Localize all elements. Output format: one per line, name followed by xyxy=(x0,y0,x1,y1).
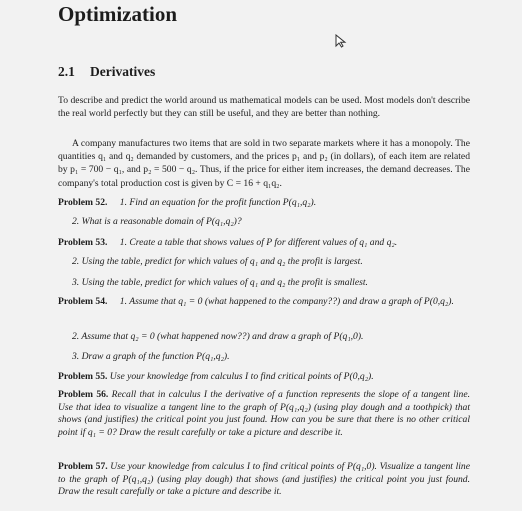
problem-item: 1. Create a table that shows values of P for different values of q₁ and q₂. xyxy=(119,237,398,248)
problem-text: Use your knowledge from calculus I to find critical points of P(q₁,0). Visualize a tangent line to the graph of P(q₁,q₂) (using play dough) that shows (and justifies) the critical point you just found. Draw the result carefully or take a picture and describe it. xyxy=(58,461,470,498)
problem-item: 1. Find an equation for the profit function P(q₁,q₂). xyxy=(119,197,317,208)
problem-55 xyxy=(58,370,374,383)
problem-item: 2. What is a reasonable domain of P(q₁,q₂)? xyxy=(72,216,242,227)
chapter-title: Optimization xyxy=(58,2,177,26)
problem-label: Problem 56. xyxy=(58,389,109,400)
section-title: Derivatives xyxy=(90,64,156,79)
problem-label: Problem 53. xyxy=(58,237,108,248)
problem-text: Recall that in calculus I the derivative of a function represents the slope of a tangent line. Use that idea to visualize a tangent line to the graph of P(q₁,q₂) (using play dough and a toothpick) that shows (and justifies) the critical point you just found. How can you be sure that there is no other critical point if q₁ = 0? Draw the result carefully or take a picture and describe it. xyxy=(58,389,470,438)
problem-54 xyxy=(58,295,470,308)
problem-53 xyxy=(58,236,397,249)
problem-text: Use your knowledge from calculus I to find critical points of P(0,q₂). xyxy=(109,371,374,382)
problem-label: Problem 55. xyxy=(58,371,108,382)
problem-56 xyxy=(58,389,470,439)
problem-item: 3. Draw a graph of the function P(q₁,q₂). xyxy=(72,351,230,362)
problem-item: 2. Using the table, predict for which values of q₁ and q₂ the profit is largest. xyxy=(72,256,363,267)
section-heading xyxy=(58,64,155,80)
section-number: 2.1 xyxy=(58,64,75,79)
problem-item: 3. Using the table, predict for which values of q₁ and q₂ the profit is smallest. xyxy=(72,277,368,288)
problem-item: 1. Assume that q₁ = 0 (what happened to the company??) and draw a graph of P(0,q₂). xyxy=(119,296,454,307)
mouse-cursor-icon xyxy=(335,34,347,48)
problem-label: Problem 57. xyxy=(58,461,108,472)
problem-57 xyxy=(58,461,470,499)
problem-52 xyxy=(58,196,316,209)
problem-item: 2. Assume that q₂ = 0 (what happened now??) and draw a graph of P(q₁,0). xyxy=(72,331,364,342)
problem-label: Problem 52. xyxy=(58,197,108,208)
intro-paragraph: To describe and predict the world around us mathematical models can be used. Most models don't describe the real world perfectly but they can still be useful, and they are better than nothing. xyxy=(58,95,470,120)
problem-label: Problem 54. xyxy=(58,296,108,307)
context-paragraph: A company manufactures two items that are sold in two separate markets where it has a monopoly. The quantities q₁ and q₂ demanded by customers, and the prices p₁ and p₂ (in dollars), of each item are related by p₁ = 700 − q₁, and p₂ = 500 − q₂. Thus, if the price for either item increases, the demand decreases. The company's total production cost is given by C = 16 + q₁q₂. xyxy=(58,138,470,189)
